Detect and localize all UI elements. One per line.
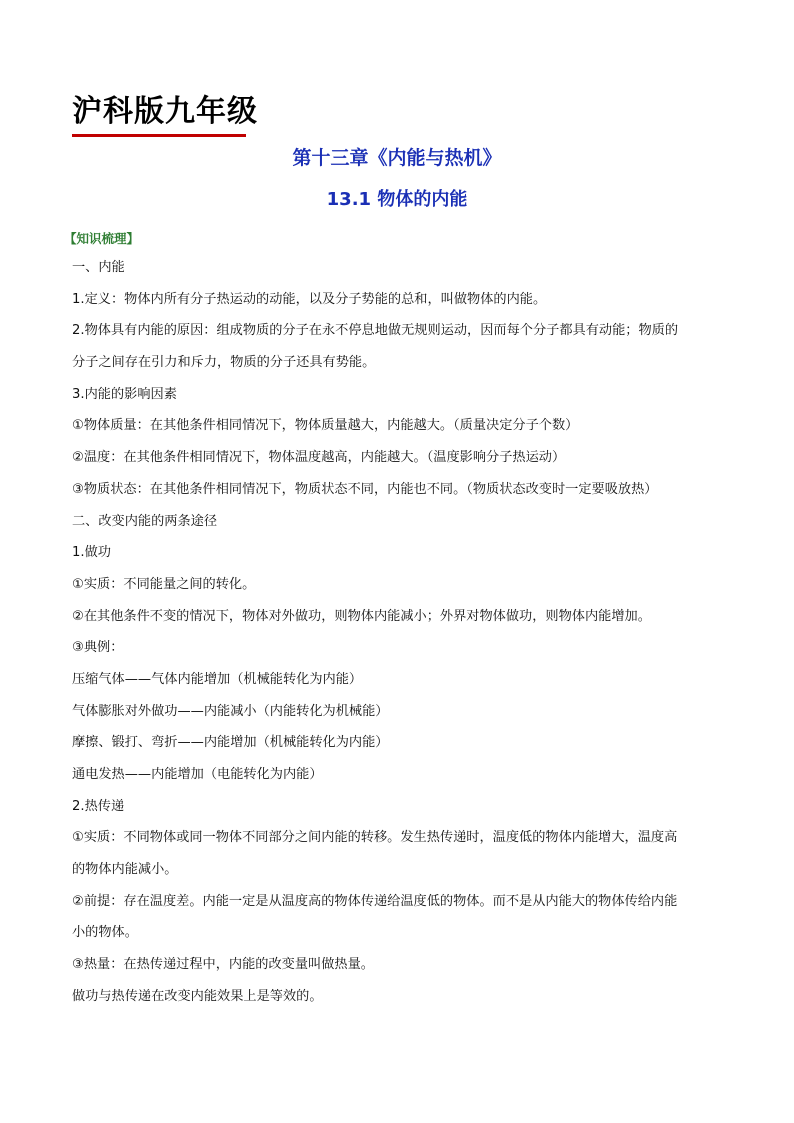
factor-mass: ①物体质量：在其他条件相同情况下，物体质量越大，内能越大。（质量决定分子个数）: [72, 418, 579, 434]
work-heading: 1.做功: [72, 545, 111, 561]
work-condition: ②在其他条件不变的情况下，物体对外做功，则物体内能减小；外界对物体做功，则物体内能增加。: [72, 608, 651, 624]
equivalence-line: 做功与热传递在改变内能效果上是等效的。: [72, 988, 323, 1004]
factor-state: ③物质状态：在其他条件相同情况下，物质状态不同，内能也不同。（物质状态改变时一定要吸放热）: [72, 481, 658, 497]
heat-essence-cont: 的物体内能减小。: [72, 862, 178, 878]
publisher-title: 沪科版九年级: [72, 94, 258, 129]
knowledge-tag: 【知识梳理】: [64, 231, 140, 246]
reason-line: 2.物体具有内能的原因：组成物质的分子在永不停息地做无规则运动，因而每个分子都具有动能；物质的: [72, 323, 679, 339]
body-text: [72, 258, 732, 1019]
heat-essence: ①实质：不同物体或同一物体不同部分之间内能的转移。发生热传递时，温度低的物体内能增大，温度高: [72, 830, 678, 846]
heat-quantity: ③热量：在热传递过程中，内能的改变量叫做热量。: [72, 957, 374, 973]
factor-temperature: ②温度：在其他条件相同情况下，物体温度越高，内能越大。（温度影响分子热运动）: [72, 450, 566, 466]
work-essence: ①实质：不同能量之间的转化。: [72, 576, 256, 592]
work-examples-heading: ③典例：: [72, 640, 124, 656]
heat-premise: ②前提：存在温度差。内能一定是从温度高的物体传递给温度低的物体。而不是从内能大的物体传给内能: [72, 893, 678, 909]
chapter-title: 第十三章《内能与热机》: [292, 147, 502, 169]
example-friction: 摩擦、锻打、弯折——内能增加（机械能转化为内能）: [72, 735, 389, 751]
example-compress: 压缩气体——气体内能增加（机械能转化为内能）: [72, 671, 363, 687]
definition-line: 1.定义：物体内所有分子热运动的动能，以及分子势能的总和，叫做物体的内能。: [72, 291, 547, 307]
heading-internal-energy: 一、内能: [72, 260, 125, 275]
reason-line-cont: 分子之间存在引力和斥力，物质的分子还具有势能。: [72, 355, 376, 371]
heading-change-ways: 二、改变内能的两条途径: [72, 513, 218, 529]
heat-transfer-heading: 2.热传递: [72, 798, 125, 814]
example-electric: 通电发热——内能增加（电能转化为内能）: [72, 767, 323, 782]
example-expand: 气体膨胀对外做功——内能减小（内能转化为机械能）: [72, 703, 389, 719]
heat-premise-cont: 小的物体。: [72, 925, 138, 941]
section-title: 13.1 物体的内能: [326, 189, 468, 210]
factors-heading: 3.内能的影响因素: [72, 386, 177, 402]
title-underline: [72, 134, 246, 137]
